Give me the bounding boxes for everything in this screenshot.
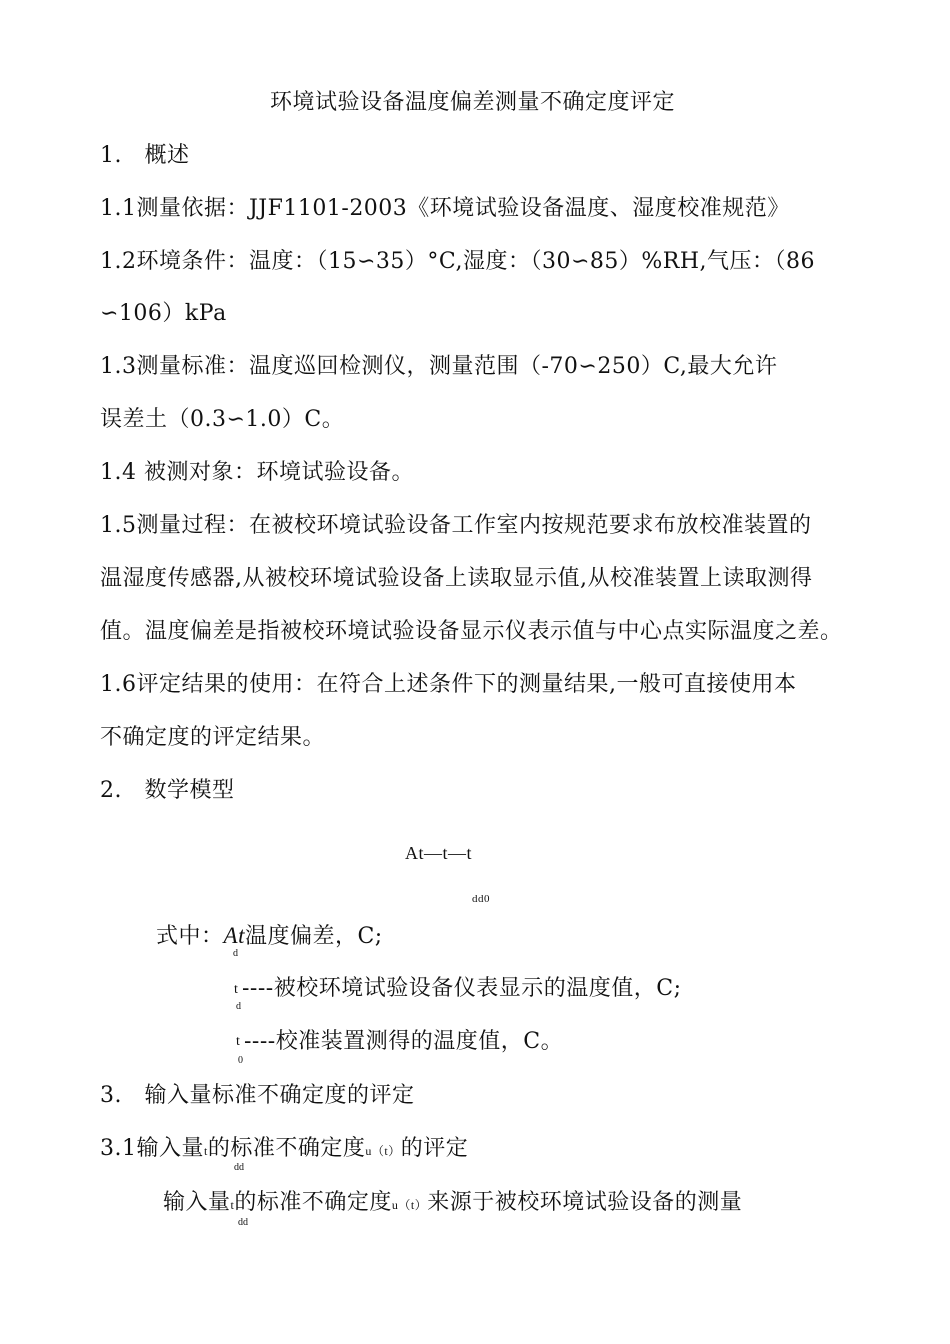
paragraph-1-6-line1: 1.6评定结果的使用：在符合上述条件下的测量结果,一般可直接使用本 bbox=[100, 672, 797, 697]
paragraph-1-1: 1.1测量依据：JJF1101-2003《环境试验设备温度、湿度校准规范》 bbox=[100, 196, 790, 221]
paragraph-subscript: dd bbox=[238, 1217, 248, 1228]
formula-subscripts: dd0 bbox=[472, 893, 490, 905]
t0-symbol: t bbox=[236, 1034, 240, 1049]
paragraph-suffix: 来源于被校环境试验设备的测量 bbox=[427, 1190, 743, 1215]
subsection-3-1-prefix: 3.1输入量 bbox=[100, 1136, 204, 1161]
paragraph-1-5-line2: 温湿度传感器,从被校环境试验设备上读取显示值,从校准装置上读取测得 bbox=[100, 566, 813, 591]
td-symbol: t bbox=[234, 982, 238, 997]
paragraph-u: u（t） bbox=[391, 1198, 428, 1212]
paragraph-t: t bbox=[230, 1198, 235, 1212]
subsection-3-1-u: u（t） bbox=[365, 1144, 401, 1158]
paragraph-1-5-line1: 1.5测量过程：在被校环境试验设备工作室内按规范要求布放校准装置的 bbox=[100, 513, 812, 538]
subsection-3-1-mid: 的标准不确定度 bbox=[207, 1136, 366, 1161]
section-3-heading: 3. 输入量标准不确定度的评定 bbox=[100, 1083, 415, 1108]
document-title: 环境试验设备温度偏差测量不确定度评定 bbox=[270, 90, 676, 115]
formula: At—t—t bbox=[405, 843, 473, 863]
where-text: 温度偏差，C; bbox=[244, 924, 383, 949]
td-subscript: d bbox=[236, 1001, 241, 1012]
t0-subscript: 0 bbox=[238, 1055, 243, 1066]
paragraph-1-2-line2: ∽106）kPa bbox=[100, 301, 227, 326]
subsection-3-1-suffix: 的评定 bbox=[400, 1136, 469, 1161]
subsection-3-1-t: t bbox=[204, 1144, 208, 1158]
paragraph-1-6-line2: 不确定度的评定结果。 bbox=[100, 725, 326, 750]
delta-t-symbol: At bbox=[223, 923, 245, 948]
section-2-heading: 2. 数学模型 bbox=[100, 778, 235, 803]
paragraph-1-5-line3: 值。温度偏差是指被校环境试验设备显示仪表示值与中心点实际温度之差。 bbox=[100, 619, 843, 644]
td-definition: ----被校环境试验设备仪表显示的温度值，C; bbox=[242, 976, 682, 1001]
t0-definition: ----校准装置测得的温度值，C。 bbox=[244, 1029, 564, 1054]
paragraph-1-3-line1: 1.3测量标准：温度巡回检测仪，测量范围（-70∽250）C,最大允许 bbox=[100, 354, 778, 379]
where-line bbox=[156, 921, 383, 952]
section-3-1-paragraph bbox=[163, 1188, 742, 1220]
where-prefix: 式中： bbox=[156, 924, 224, 949]
paragraph-mid: 的标准不确定度 bbox=[234, 1190, 392, 1215]
paragraph-1-4: 1.4 被测对象：环境试验设备。 bbox=[100, 460, 414, 485]
subsection-3-1 bbox=[100, 1134, 468, 1166]
paragraph-1-2-line1: 1.2环境条件：温度：（15∽35）°C,湿度：（30∽85）%RH,气压：（86 bbox=[100, 249, 816, 274]
section-1-heading: 1. 概述 bbox=[100, 143, 190, 168]
paragraph-prefix: 输入量 bbox=[163, 1190, 231, 1215]
paragraph-1-3-line2: 误差土（0.3∽1.0）C。 bbox=[100, 407, 345, 432]
delta-t-subscript: d bbox=[233, 948, 238, 959]
subsection-3-1-subscript: dd bbox=[234, 1162, 244, 1173]
